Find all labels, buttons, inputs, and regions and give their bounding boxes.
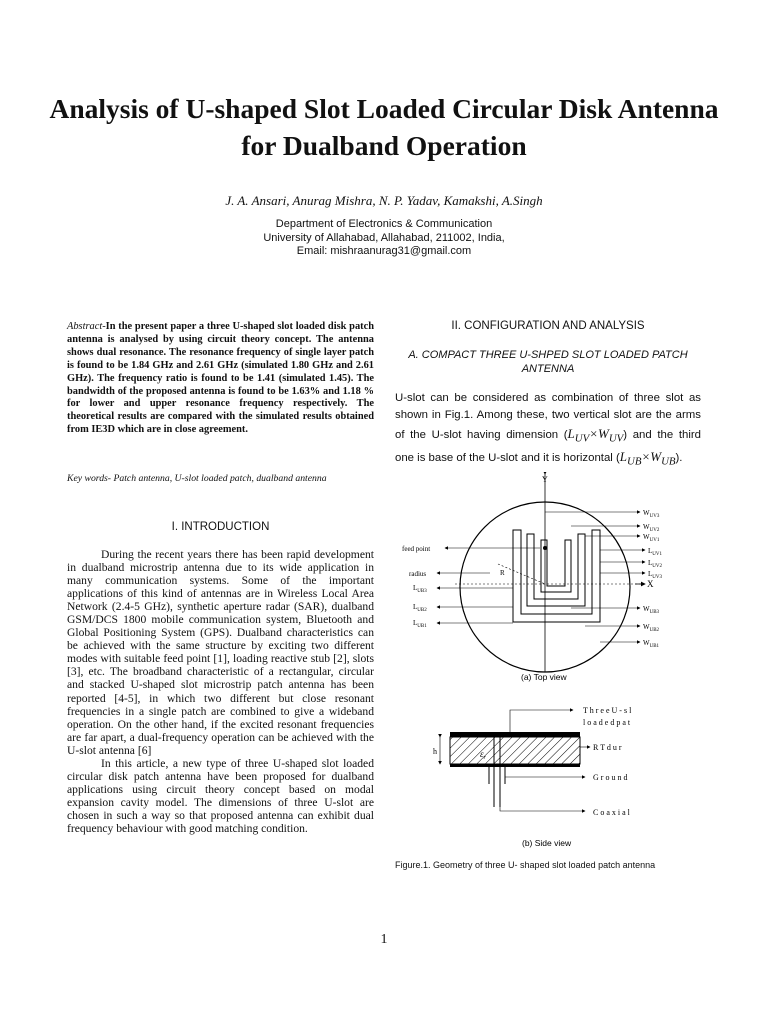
w-ub3-label xyxy=(643,605,660,615)
university: University of Allahabad, Allahabad, 211002, India, xyxy=(263,231,505,244)
feed-point-label: feed point xyxy=(402,545,431,553)
w-uv1-label xyxy=(643,533,660,543)
l-ub2-label xyxy=(413,603,427,613)
figure-1 xyxy=(395,472,715,862)
epsilon-main: ε xyxy=(480,749,484,759)
patch-leader xyxy=(510,710,573,732)
w-ub1-label xyxy=(643,639,660,649)
w-ub1-main: W xyxy=(643,639,650,647)
patch-layer xyxy=(450,732,580,737)
dielectric-label: R T d u r xyxy=(593,743,622,752)
ground-label: G r o u n d xyxy=(593,773,628,782)
u-slot-middle xyxy=(527,534,585,606)
l-ub3-label xyxy=(413,584,427,594)
math-sub-uv-w: UV xyxy=(608,432,624,445)
paper-title: Analysis of U-shaped Slot Loaded Circular Disk Antenna for Dualband Operation xyxy=(49,93,719,161)
l-uv2-sub: UV2 xyxy=(652,564,663,569)
patch-label: T h r e e U - s l xyxy=(583,706,632,715)
l-uv3-main: L xyxy=(648,570,653,578)
math-l: L xyxy=(567,425,575,441)
w-ub2-main: W xyxy=(643,623,650,631)
section-2a-body xyxy=(395,390,701,471)
side-view-caption: (b) Side view xyxy=(522,838,572,848)
coax-label: C o a x i a l xyxy=(593,808,630,817)
y-axis-label: Y xyxy=(542,475,548,484)
l-uv2-label xyxy=(648,559,663,569)
author-list: J. A. Ansari, Anurag Mishra, N. P. Yadav, Kamakshi, A.Singh xyxy=(225,193,543,208)
patch-label-2: l o a d e d p a t xyxy=(583,718,631,727)
introduction-body xyxy=(67,548,374,835)
l-ub1-main: L xyxy=(413,619,418,627)
l-ub1-label xyxy=(413,619,427,629)
l-uv3-sub: UV3 xyxy=(652,575,663,580)
abstract-label: Abstract- xyxy=(67,321,106,332)
introduction-heading: I. INTRODUCTION xyxy=(171,521,270,533)
email: Email: mishraanurag31@gmail.com xyxy=(296,245,472,257)
w-uv2-sub: UV2 xyxy=(649,528,660,533)
l-uv1-label xyxy=(648,547,663,557)
section-2a-subheading: A. COMPACT THREE U-SHPED SLOT LOADED PATCH ANTENNA xyxy=(408,349,688,375)
epsilon-sub: r xyxy=(483,755,486,761)
abstract-text: In the present paper a three U-shaped slot loaded disk patch antenna is analysed by using circuit theory concept. The antenna shows dual resonance. The resonance frequency of single layer patch is found to be 1.84 GHz and 2.61 GHz (simulated 1.80 GHz and 2.61 GHz). The frequency ratio is found to be 1.41 (simulated 1.45). The bandwidth of the proposed antenna is found to be 1.63% and 1.18 % for lower and upper resonance frequency respectively. The theoretical results are compared with the simulated results obtained from IE3D which are in close agreement. xyxy=(67,321,374,436)
abstract xyxy=(67,321,374,437)
math-sub-ub: UB xyxy=(627,455,642,468)
body-text-3: ). xyxy=(675,451,683,464)
top-view-caption: (a) Top view xyxy=(521,672,567,682)
w-uv3-label xyxy=(643,509,660,519)
x-axis-label: X xyxy=(647,579,654,589)
h-label: h xyxy=(433,747,437,756)
department: Department of Electronics & Communication xyxy=(275,218,493,230)
w-uv2-label xyxy=(643,523,660,533)
math-w-2: W xyxy=(650,448,662,464)
affiliation-block xyxy=(0,218,768,259)
w-uv3-sub: UV3 xyxy=(649,514,660,519)
l-uv1-sub: UV1 xyxy=(652,552,663,557)
l-uv1-main: L xyxy=(648,547,653,555)
r-label: R xyxy=(500,569,505,577)
l-ub3-main: L xyxy=(413,584,418,592)
page-number: 1 xyxy=(380,932,388,947)
w-ub3-main: W xyxy=(643,605,650,613)
body-text-2: ) and the third one is base of the U-slot and it is horizontal ( xyxy=(395,428,701,464)
w-ub1-sub: UB1 xyxy=(649,644,660,649)
math-times: × xyxy=(589,425,598,441)
math-w: W xyxy=(598,425,609,441)
coax-leader xyxy=(500,797,585,811)
math-l-2: L xyxy=(619,448,627,464)
feed-point-marker xyxy=(543,546,547,550)
figure-caption: Figure.1. Geometry of three U- shaped slot loaded patch antenna xyxy=(395,860,656,870)
ground-plane xyxy=(450,764,580,767)
l-uv2-main: L xyxy=(648,559,653,567)
math-l-ub xyxy=(619,448,676,468)
w-ub3-sub: UB3 xyxy=(649,610,660,615)
intro-paragraph-1: During the recent years there has been rapid development in dualband microstrip antenna due to its wide application in many communication systems. Some of the important applications of this kind of antennas are in Wireless Local Area Network (2.4-5 GHz), synthetic aperture radar (SAR), dualband GSM/DCS 1800 mobile communication system, Bluetooth and Global Positioning System (GPS). Dualband characteristics can be achieved with the same structure by exciting two different modes with suitable feed point [1], loading reactive stub [2], slots [3], etc. The broadband characteristic of a rectangular, circular and stacked U-shaped slot microstrip patch antenna has been reported [4-5], in which two different but close resonant frequencies in a single patch are combined to give a wideband operation. On the other hand, if the excited resonant frequencies are far apart, a dual-frequency operation can be achieved with the U-slot antenna [6] xyxy=(67,548,374,757)
math-sub-uv: UV xyxy=(574,432,590,445)
body-text-1: U-slot can be considered as combination of three slot as shown in Fig.1. Among these, two vertical slot are the arms of the U-slot having dimension ( xyxy=(395,392,701,441)
l-ub3-sub: UB3 xyxy=(417,589,427,594)
radius-label: radius xyxy=(409,570,427,578)
math-times-2: × xyxy=(641,448,651,464)
l-ub2-sub: UB2 xyxy=(417,608,427,613)
keywords: Key words- Patch antenna, U-slot loaded patch, dualband antenna xyxy=(67,473,327,484)
w-uv1-main: W xyxy=(643,533,650,541)
l-ub2-main: L xyxy=(413,603,418,611)
math-sub-ub-w: UB xyxy=(661,455,676,468)
w-uv3-main: W xyxy=(643,509,650,517)
w-ub2-label xyxy=(643,623,660,633)
antenna-geometry-diagram xyxy=(395,472,715,862)
math-l-uv xyxy=(567,425,624,445)
w-uv1-sub: UV1 xyxy=(649,538,660,543)
section-2-heading: II. CONFIGURATION AND ANALYSIS xyxy=(451,320,645,332)
intro-paragraph-2: In this article, a new type of three U-shaped slot loaded circular disk patch antenna have been proposed for dualband applications using circuit theory concept based on modal expansion cavity model. The dimensions of three U-slot are chosen in such a way so that proposed antenna can exhibit dual frequency behaviour with good matching condition. xyxy=(67,756,374,835)
w-ub2-sub: UB2 xyxy=(649,628,660,633)
l-ub1-sub: UB1 xyxy=(417,624,427,629)
w-uv2-main: W xyxy=(643,523,650,531)
substrate-layer xyxy=(450,737,580,764)
